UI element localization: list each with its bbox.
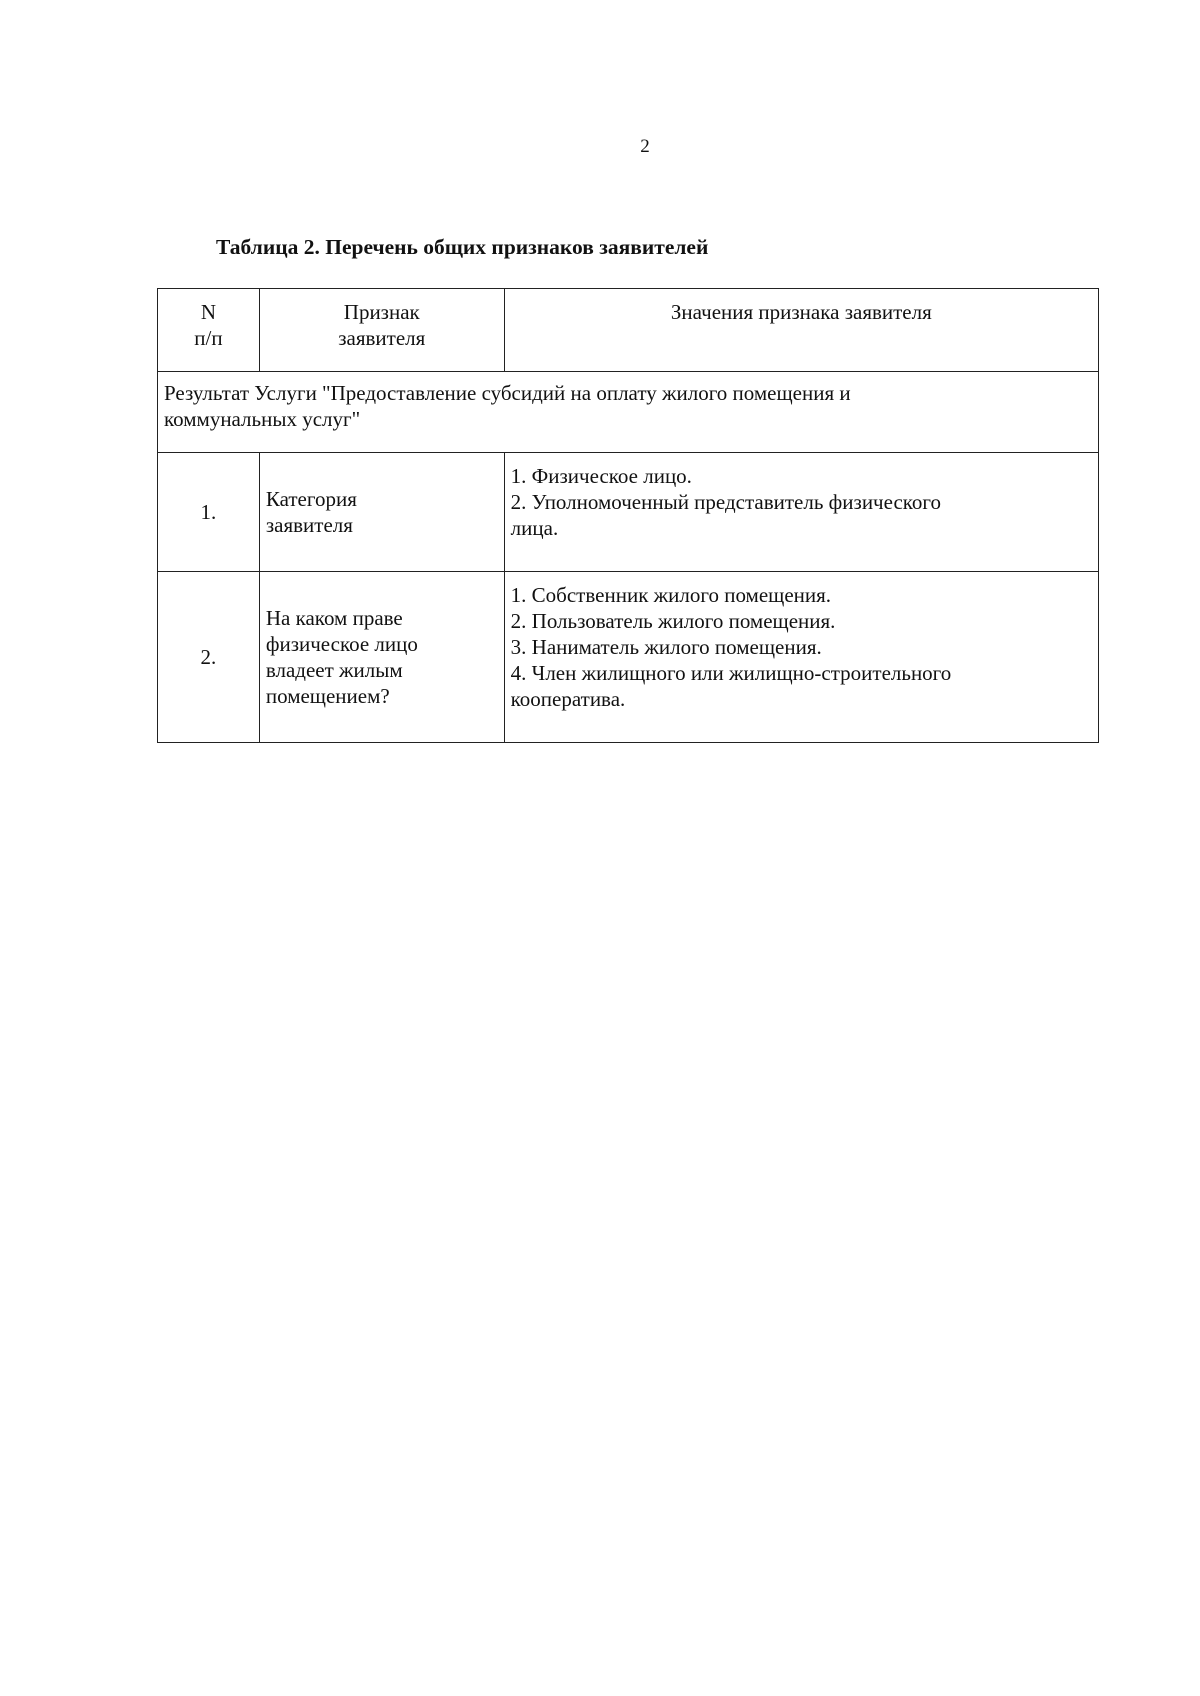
header-number-line2: п/п	[194, 326, 223, 350]
value-line: 3. Наниматель жилого помещения.	[510, 635, 822, 659]
section-cell	[158, 372, 1099, 453]
row-attribute	[259, 453, 504, 572]
attribute-line: физическое лицо	[265, 632, 418, 656]
header-values-cell	[504, 289, 1098, 372]
value-line: лица.	[510, 516, 559, 540]
value-line: 1. Собственник жилого помещения.	[510, 583, 832, 607]
section-row	[158, 372, 1099, 453]
header-number-cell	[158, 289, 260, 372]
table-title: Таблица 2. Перечень общих признаков заявителей	[216, 235, 709, 259]
page-number: 2	[640, 136, 650, 157]
table-row	[158, 453, 1099, 572]
header-values-label: Значения признака заявителя	[670, 300, 932, 324]
value-line: 2. Пользователь жилого помещения.	[510, 609, 836, 633]
value-line: 1. Физическое лицо.	[510, 464, 692, 488]
value-line: кооператива.	[510, 687, 626, 711]
header-attribute-line2: заявителя	[338, 326, 426, 350]
attribute-line: На каком праве	[265, 606, 403, 630]
section-line1: Результат Услуги "Предоставление субсидий на оплату жилого помещения и	[164, 381, 851, 405]
attribute-line: помещением?	[265, 684, 390, 708]
value-line: 2. Уполномоченный представитель физического	[510, 490, 942, 514]
attribute-line: владеет жилым	[265, 658, 403, 682]
table-header-row	[158, 289, 1099, 372]
row-attribute	[259, 572, 504, 743]
attribute-line: заявителя	[265, 513, 353, 537]
table-row	[158, 572, 1099, 743]
section-line2: коммунальных услуг"	[164, 407, 361, 431]
applicant-criteria-table	[157, 288, 1099, 743]
row-values	[504, 572, 1098, 743]
header-attribute-cell	[259, 289, 504, 372]
row-number: 1.	[158, 453, 260, 572]
header-attribute-line1: Признак	[343, 300, 420, 324]
row-number: 2.	[158, 572, 260, 743]
attribute-line: Категория	[265, 487, 357, 511]
value-line: 4. Член жилищного или жилищно-строительного	[510, 661, 952, 685]
row-values	[504, 453, 1098, 572]
header-number-line1: N	[200, 300, 217, 324]
